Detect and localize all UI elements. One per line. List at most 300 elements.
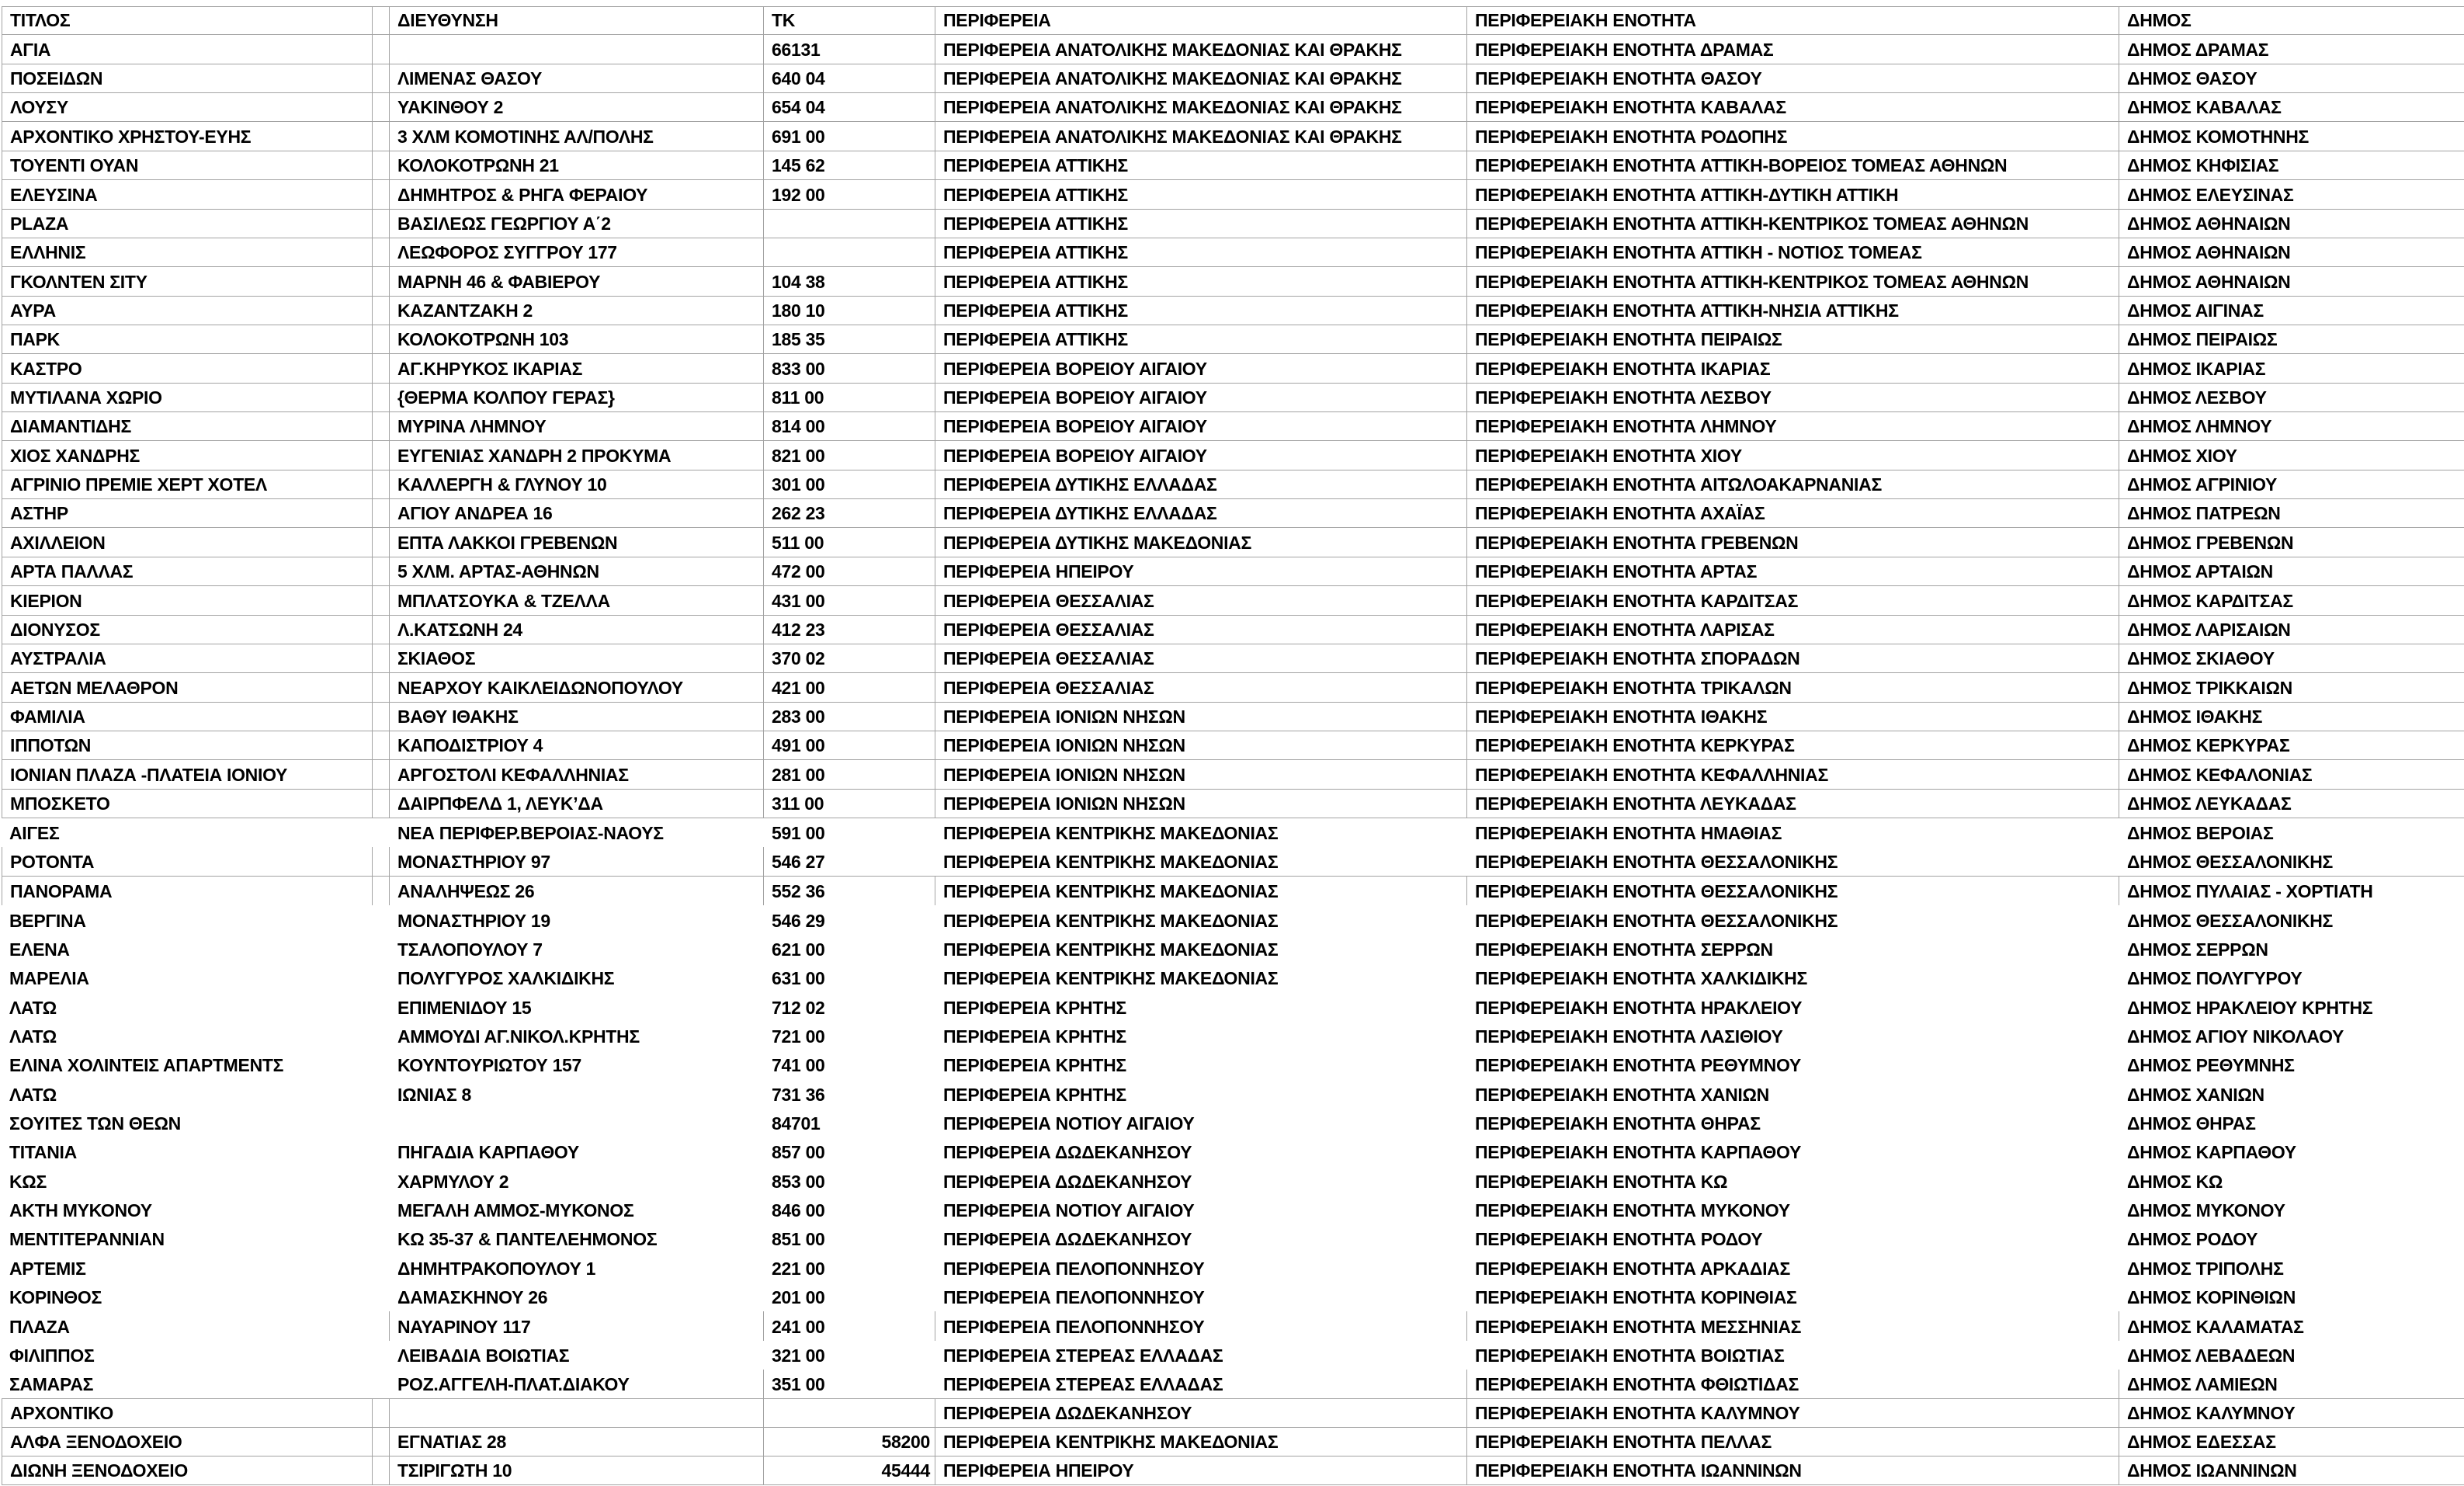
cell-title[interactable]: ΑΕΤΩΝ ΜΕΛΑΘΡΟΝ xyxy=(2,673,373,702)
cell-postal-code[interactable]: 811 00 xyxy=(764,384,935,412)
spacer-cell[interactable] xyxy=(373,6,390,35)
cell-regional-unit[interactable]: ΠΕΡΙΦΕΡΕΙΑΚΗ ΕΝΟΤΗΤΑ ΙΩΑΝΝΙΝΩΝ xyxy=(1467,1456,2119,1485)
cell-region[interactable]: ΠΕΡΙΦΕΡΕΙΑ ΚΕΝΤΡΙΚΗΣ ΜΑΚΕΔΟΝΙΑΣ xyxy=(943,910,1279,931)
cell-regional-unit[interactable]: ΠΕΡΙΦΕΡΕΙΑΚΗ ΕΝΟΤΗΤΑ ΡΟΔΟΥ xyxy=(1475,1229,1763,1250)
cell-region[interactable]: ΠΕΡΙΦΕΡΕΙΑ ΑΤΤΙΚΗΣ xyxy=(935,180,1467,209)
cell-title[interactable]: ΔΙΟΝΥΣΟΣ xyxy=(2,616,373,644)
cell-address[interactable]: ΕΠΙΜΕΝΙΔΟΥ 15 xyxy=(397,997,532,1018)
cell-regional-unit[interactable]: ΠΕΡΙΦΕΡΕΙΑΚΗ ΕΝΟΤΗΤΑ ΚΑΛΥΜΝΟΥ xyxy=(1467,1398,2119,1427)
cell-municipality[interactable]: ΔΗΜΟΣ ΚΑΡΠΑΘΟΥ xyxy=(2127,1142,2296,1163)
cell-title[interactable]: ΠΛΑΖΑ xyxy=(9,1316,70,1337)
cell-municipality[interactable]: ΔΗΜΟΣ ΗΡΑΚΛΕΙΟΥ ΚΡΗΤΗΣ xyxy=(2127,997,2373,1018)
cell-municipality[interactable]: ΔΗΜΟΣ ΑΡΤΑΙΩΝ xyxy=(2119,557,2464,586)
cell-regional-unit[interactable]: ΠΕΡΙΦΕΡΕΙΑΚΗ ΕΝΟΤΗΤΑ ΑΤΤΙΚΗ-ΚΕΝΤΡΙΚΟΣ ΤΟΜΕΑΣ ΑΘΗΝΩΝ xyxy=(1467,267,2119,296)
cell-regional-unit[interactable]: ΠΕΡΙΦΕΡΕΙΑΚΗ ΕΝΟΤΗΤΑ ΡΟΔΟΠΗΣ xyxy=(1467,122,2119,151)
cell-address[interactable]: ΑΝΑΛΗΨΕΩΣ 26 xyxy=(390,877,764,905)
cell-postal-code[interactable]: 281 00 xyxy=(764,760,935,789)
cell-regional-unit[interactable]: ΠΕΡΙΦΕΡΕΙΑΚΗ ΕΝΟΤΗΤΑ ΑΙΤΩΛΟΑΚΑΡΝΑΝΙΑΣ xyxy=(1467,470,2119,499)
cell-municipality[interactable]: ΔΗΜΟΣ ΚΑΛΥΜΝΟΥ xyxy=(2119,1398,2464,1427)
cell-region[interactable]: ΠΕΡΙΦΕΡΕΙΑ ΔΥΤΙΚΗΣ ΕΛΛΑΔΑΣ xyxy=(935,499,1467,528)
cell-regional-unit[interactable]: ΠΕΡΙΦΕΡΕΙΑΚΗ ΕΝΟΤΗΤΑ ΜΥΚΟΝΟΥ xyxy=(1475,1200,1790,1221)
cell-address[interactable]: ΛΙΜΕΝΑΣ ΘΑΣΟΥ xyxy=(390,64,764,93)
cell-postal-code[interactable]: 192 00 xyxy=(764,180,935,209)
col-header-regional-unit[interactable]: ΠΕΡΙΦΕΡΕΙΑΚΗ ΕΝΟΤΗΤΑ xyxy=(1467,6,2119,35)
cell-address[interactable]: ΚΩ 35-37 & ΠΑΝΤΕΛΕΗΜΟΝΟΣ xyxy=(397,1229,658,1250)
cell-regional-unit[interactable]: ΠΕΡΙΦΕΡΕΙΑΚΗ ΕΝΟΤΗΤΑ ΑΤΤΙΚΗ-ΚΕΝΤΡΙΚΟΣ ΤΟΜΕΑΣ ΑΘΗΝΩΝ xyxy=(1467,210,2119,238)
cell-postal-code[interactable]: 552 36 xyxy=(764,877,935,905)
cell-municipality[interactable]: ΔΗΜΟΣ ΠΑΤΡΕΩΝ xyxy=(2119,499,2464,528)
cell-title[interactable]: ΛΑΤΩ xyxy=(9,1026,57,1047)
cell-municipality[interactable]: ΔΗΜΟΣ ΛΑΜΙΕΩΝ xyxy=(2127,1374,2278,1395)
cell-region[interactable]: ΠΕΡΙΦΕΡΕΙΑ ΘΕΣΣΑΛΙΑΣ xyxy=(935,644,1467,673)
cell-regional-unit[interactable]: ΠΕΡΙΦΕΡΕΙΑΚΗ ΕΝΟΤΗΤΑ ΑΤΤΙΚΗ - ΝΟΤΙΟΣ ΤΟΜΕΑΣ xyxy=(1467,238,2119,267)
cell-regional-unit[interactable]: ΠΕΡΙΦΕΡΕΙΑΚΗ ΕΝΟΤΗΤΑ ΙΘΑΚΗΣ xyxy=(1467,703,2119,731)
cell-address[interactable]: ΜΑΡΝΗ 46 & ΦΑΒΙΕΡΟΥ xyxy=(390,267,764,296)
cell-title[interactable]: ΑΥΣΤΡΑΛΙΑ xyxy=(2,644,373,673)
cell-postal-code[interactable] xyxy=(764,210,935,238)
cell-postal-code[interactable]: 301 00 xyxy=(764,470,935,499)
cell-regional-unit[interactable]: ΠΕΡΙΦΕΡΕΙΑΚΗ ΕΝΟΤΗΤΑ ΛΗΜΝΟΥ xyxy=(1467,412,2119,441)
spacer-cell[interactable] xyxy=(373,1398,390,1427)
cell-title[interactable]: ΦΙΛΙΠΠΟΣ xyxy=(9,1345,95,1366)
spacer-cell[interactable] xyxy=(373,354,390,383)
cell-title[interactable]: ΑΡΧΟΝΤΙΚΟ ΧΡΗΣΤΟΥ-ΕΥΗΣ xyxy=(2,122,373,151)
cell-postal-code[interactable]: 853 00 xyxy=(772,1171,825,1192)
cell-title[interactable]: ΠΑΡΚ xyxy=(2,325,373,354)
cell-regional-unit[interactable]: ΠΕΡΙΦΕΡΕΙΑΚΗ ΕΝΟΤΗΤΑ ΠΕΛΛΑΣ xyxy=(1467,1428,2119,1456)
spacer-cell[interactable] xyxy=(373,1196,390,1224)
cell-title[interactable]: ΑΧΙΛΛΕΙΟΝ xyxy=(2,528,373,557)
cell-region[interactable]: ΠΕΡΙΦΕΡΕΙΑ ΔΥΤΙΚΗΣ ΜΑΚΕΔΟΝΙΑΣ xyxy=(935,528,1467,557)
cell-region[interactable]: ΠΕΡΙΦΕΡΕΙΑ ΚΕΝΤΡΙΚΗΣ ΜΑΚΕΔΟΝΙΑΣ xyxy=(943,968,1279,989)
cell-municipality[interactable]: ΔΗΜΟΣ ΔΡΑΜΑΣ xyxy=(2119,35,2464,64)
cell-postal-code[interactable]: 846 00 xyxy=(772,1200,825,1221)
cell-municipality[interactable]: ΔΗΜΟΣ ΣΕΡΡΩΝ xyxy=(2127,939,2268,960)
cell-title[interactable]: ΧΙΟΣ ΧΑΝΔΡΗΣ xyxy=(2,441,373,470)
cell-postal-code[interactable]: 631 00 xyxy=(772,968,825,989)
cell-title[interactable]: ΛΑΤΩ xyxy=(9,997,57,1018)
spacer-cell[interactable] xyxy=(373,963,390,992)
cell-postal-code[interactable]: 857 00 xyxy=(772,1142,825,1163)
cell-title[interactable]: ΠΑΝΟΡΑΜΑ xyxy=(2,877,373,905)
cell-regional-unit[interactable]: ΠΕΡΙΦΕΡΕΙΑΚΗ ΕΝΟΤΗΤΑ ΙΚΑΡΙΑΣ xyxy=(1467,354,2119,383)
cell-region[interactable]: ΠΕΡΙΦΕΡΕΙΑ ΑΝΑΤΟΛΙΚΗΣ ΜΑΚΕΔΟΝΙΑΣ ΚΑΙ ΘΡΑΚΗΣ xyxy=(935,64,1467,93)
cell-postal-code[interactable]: 84701 xyxy=(772,1113,821,1134)
cell-title[interactable]: ΣΑΜΑΡΑΣ xyxy=(9,1374,94,1395)
cell-address[interactable]: ΚΟΛΟΚΟΤΡΩΝΗ 103 xyxy=(390,325,764,354)
cell-title[interactable]: ΤΟΥΕΝΤΙ ΟΥΑΝ xyxy=(2,151,373,180)
cell-title[interactable]: ΜΠΟΣΚΕΤΟ xyxy=(2,790,373,818)
cell-title[interactable]: ΙΟΝΙΑΝ ΠΛΑΖΑ -ΠΛΑΤΕΙΑ ΙΟΝΙΟΥ xyxy=(2,760,373,789)
cell-address[interactable]: ΔΑΙΡΠΦΕΛΔ 1, ΛΕΥΚ’ΔΑ xyxy=(390,790,764,818)
spacer-cell[interactable] xyxy=(373,210,390,238)
cell-address[interactable] xyxy=(390,1109,764,1137)
cell-address[interactable]: ΚΑΠΟΔΙΣΤΡΙΟΥ 4 xyxy=(390,731,764,760)
spacer-cell[interactable] xyxy=(373,703,390,731)
cell-regional-unit[interactable]: ΠΕΡΙΦΕΡΕΙΑΚΗ ΕΝΟΤΗΤΑ ΚΕΦΑΛΛΗΝΙΑΣ xyxy=(1467,760,2119,789)
cell-municipality[interactable]: ΔΗΜΟΣ ΠΕΙΡΑΙΩΣ xyxy=(2119,325,2464,354)
cell-municipality[interactable]: ΔΗΜΟΣ ΛΕΣΒΟΥ xyxy=(2119,384,2464,412)
cell-postal-code[interactable]: 721 00 xyxy=(772,1026,825,1047)
cell-title[interactable]: ΡΟΤΟΝΤΑ xyxy=(2,847,373,876)
cell-municipality[interactable]: ΔΗΜΟΣ ΑΙΓΙΝΑΣ xyxy=(2119,297,2464,325)
col-header-postal-code[interactable]: ΤΚ xyxy=(764,6,935,35)
cell-region[interactable]: ΠΕΡΙΦΕΡΕΙΑ ΙΟΝΙΩΝ ΝΗΣΩΝ xyxy=(935,790,1467,818)
cell-postal-code[interactable]: 241 00 xyxy=(764,1311,935,1340)
cell-region[interactable]: ΠΕΡΙΦΕΡΕΙΑ ΝΟΤΙΟΥ ΑΙΓΑΙΟΥ xyxy=(943,1113,1195,1134)
spacer-cell[interactable] xyxy=(373,1311,390,1340)
cell-postal-code[interactable]: 180 10 xyxy=(764,297,935,325)
spacer-cell[interactable] xyxy=(373,673,390,702)
cell-title[interactable]: PLAZA xyxy=(2,210,373,238)
cell-title[interactable]: ΔΙΑΜΑΝΤΙΔΗΣ xyxy=(2,412,373,441)
cell-title[interactable]: ΣΟΥΙΤΕΣ ΤΩΝ ΘΕΩΝ xyxy=(9,1113,181,1134)
cell-regional-unit[interactable]: ΠΕΡΙΦΕΡΕΙΑΚΗ ΕΝΟΤΗΤΑ ΣΕΡΡΩΝ xyxy=(1475,939,1773,960)
spacer-cell[interactable] xyxy=(373,1050,390,1079)
cell-municipality[interactable]: ΔΗΜΟΣ ΛΕΒΑΔΕΩΝ xyxy=(2127,1345,2296,1366)
cell-municipality[interactable]: ΔΗΜΟΣ ΚΑΡΔΙΤΣΑΣ xyxy=(2119,586,2464,615)
spacer-cell[interactable] xyxy=(373,1166,390,1195)
cell-regional-unit[interactable]: ΠΕΡΙΦΕΡΕΙΑΚΗ ΕΝΟΤΗΤΑ ΚΟΡΙΝΘΙΑΣ xyxy=(1475,1287,1797,1308)
cell-region[interactable]: ΠΕΡΙΦΕΡΕΙΑ ΔΩΔΕΚΑΝΗΣΟΥ xyxy=(943,1171,1192,1192)
cell-title[interactable]: ΑΓΙΑ xyxy=(2,35,373,64)
cell-title[interactable]: ΚΑΣΤΡΟ xyxy=(2,354,373,383)
cell-municipality[interactable]: ΔΗΜΟΣ ΘΗΡΑΣ xyxy=(2127,1113,2256,1134)
spacer-cell[interactable] xyxy=(373,790,390,818)
cell-municipality[interactable]: ΔΗΜΟΣ ΚΩ xyxy=(2127,1171,2223,1192)
cell-regional-unit[interactable]: ΠΕΡΙΦΕΡΕΙΑΚΗ ΕΝΟΤΗΤΑ ΚΑΡΠΑΘΟΥ xyxy=(1475,1142,1801,1163)
cell-municipality[interactable]: ΔΗΜΟΣ ΙΩΑΝΝΙΝΩΝ xyxy=(2119,1456,2464,1485)
cell-region[interactable]: ΠΕΡΙΦΕΡΕΙΑ ΚΡΗΤΗΣ xyxy=(943,997,1126,1018)
spacer-cell[interactable] xyxy=(373,935,390,963)
cell-title[interactable]: ΑΙΓΕΣ xyxy=(9,823,60,844)
cell-address[interactable]: ΚΑΛΛΕΡΓΗ & ΓΛΥΝΟΥ 10 xyxy=(390,470,764,499)
cell-region[interactable]: ΠΕΡΙΦΕΡΕΙΑ ΒΟΡΕΙΟΥ ΑΙΓΑΙΟΥ xyxy=(935,384,1467,412)
cell-region[interactable]: ΠΕΡΙΦΕΡΕΙΑ ΚΕΝΤΡΙΚΗΣ ΜΑΚΕΔΟΝΙΑΣ xyxy=(935,1428,1467,1456)
cell-postal-code[interactable]: 66131 xyxy=(764,35,935,64)
cell-regional-unit[interactable]: ΠΕΡΙΦΕΡΕΙΑΚΗ ΕΝΟΤΗΤΑ ΣΠΟΡΑΔΩΝ xyxy=(1467,644,2119,673)
cell-region[interactable]: ΠΕΡΙΦΕΡΕΙΑ ΠΕΛΟΠΟΝΝΗΣΟΥ xyxy=(935,1311,1467,1340)
cell-region[interactable]: ΠΕΡΙΦΕΡΕΙΑ ΑΤΤΙΚΗΣ xyxy=(935,238,1467,267)
cell-postal-code[interactable]: 45444 xyxy=(764,1456,935,1485)
spacer-cell[interactable] xyxy=(373,35,390,64)
cell-title[interactable]: ΕΛΕΝΑ xyxy=(9,939,70,960)
cell-postal-code[interactable]: 185 35 xyxy=(764,325,935,354)
cell-postal-code[interactable]: 821 00 xyxy=(764,441,935,470)
cell-municipality[interactable]: ΔΗΜΟΣ ΘΑΣΟΥ xyxy=(2119,64,2464,93)
spacer-cell[interactable] xyxy=(373,731,390,760)
cell-address[interactable]: 3 ΧΛΜ ΚΟΜΟΤΙΝΗΣ ΑΛ/ΠΟΛΗΣ xyxy=(390,122,764,151)
cell-postal-code[interactable]: 472 00 xyxy=(764,557,935,586)
cell-municipality[interactable]: ΔΗΜΟΣ ΓΡΕΒΕΝΩΝ xyxy=(2119,528,2464,557)
col-header-address[interactable]: ΔΙΕΥΘΥΝΣΗ xyxy=(390,6,764,35)
cell-address[interactable]: ΥΑΚΙΝΘΟΥ 2 xyxy=(390,93,764,122)
cell-municipality[interactable]: ΔΗΜΟΣ ΚΑΒΑΛΑΣ xyxy=(2119,93,2464,122)
cell-regional-unit[interactable]: ΠΕΡΙΦΕΡΕΙΑΚΗ ΕΝΟΤΗΤΑ ΘΕΣΣΑΛΟΝΙΚΗΣ xyxy=(1467,847,2119,876)
cell-address[interactable]: ΤΣΑΛΟΠΟΥΛΟΥ 7 xyxy=(397,939,543,960)
spacer-cell[interactable] xyxy=(373,384,390,412)
spacer-cell[interactable] xyxy=(373,64,390,93)
cell-postal-code[interactable]: 741 00 xyxy=(772,1055,825,1076)
cell-region[interactable]: ΠΕΡΙΦΕΡΕΙΑ ΑΝΑΤΟΛΙΚΗΣ ΜΑΚΕΔΟΝΙΑΣ ΚΑΙ ΘΡΑΚΗΣ xyxy=(935,35,1467,64)
cell-regional-unit[interactable]: ΠΕΡΙΦΕΡΕΙΑΚΗ ΕΝΟΤΗΤΑ ΚΑΒΑΛΑΣ xyxy=(1467,93,2119,122)
cell-postal-code[interactable]: 814 00 xyxy=(764,412,935,441)
spacer-cell[interactable] xyxy=(373,616,390,644)
cell-regional-unit[interactable]: ΠΕΡΙΦΕΡΕΙΑΚΗ ΕΝΟΤΗΤΑ ΧΙΟΥ xyxy=(1467,441,2119,470)
cell-address[interactable]: ΑΓΙΟΥ ΑΝΔΡΕΑ 16 xyxy=(390,499,764,528)
cell-region[interactable]: ΠΕΡΙΦΕΡΕΙΑ ΒΟΡΕΙΟΥ ΑΙΓΑΙΟΥ xyxy=(935,441,1467,470)
cell-address[interactable]: ΒΑΘΥ ΙΘΑΚΗΣ xyxy=(390,703,764,731)
cell-region[interactable]: ΠΕΡΙΦΕΡΕΙΑ ΗΠΕΙΡΟΥ xyxy=(935,1456,1467,1485)
cell-region[interactable]: ΠΕΡΙΦΕΡΕΙΑ ΚΡΗΤΗΣ xyxy=(943,1026,1126,1047)
cell-address[interactable]: ΔΗΜΗΤΡΑΚΟΠΟΥΛΟΥ 1 xyxy=(397,1258,596,1279)
cell-postal-code[interactable]: 851 00 xyxy=(772,1229,825,1250)
cell-regional-unit[interactable]: ΠΕΡΙΦΕΡΕΙΑΚΗ ΕΝΟΤΗΤΑ ΑΡΤΑΣ xyxy=(1467,557,2119,586)
cell-regional-unit[interactable]: ΠΕΡΙΦΕΡΕΙΑΚΗ ΕΝΟΤΗΤΑ ΛΑΣΙΘΙΟΥ xyxy=(1475,1026,1783,1047)
cell-title[interactable]: ΚΙΕΡΙΟΝ xyxy=(2,586,373,615)
cell-region[interactable]: ΠΕΡΙΦΕΡΕΙΑ ΚΡΗΤΗΣ xyxy=(943,1055,1126,1076)
cell-regional-unit[interactable]: ΠΕΡΙΦΕΡΕΙΑΚΗ ΕΝΟΤΗΤΑ ΑΤΤΙΚΗ-ΔΥΤΙΚΗ ΑΤΤΙΚΗ xyxy=(1467,180,2119,209)
cell-address[interactable]: ΑΜΜΟΥΔΙ ΑΓ.ΝΙΚΟΛ.ΚΡΗΤΗΣ xyxy=(397,1026,640,1047)
cell-address[interactable]: 5 ΧΛΜ. ΑΡΤΑΣ-ΑΘΗΝΩΝ xyxy=(390,557,764,586)
cell-region[interactable]: ΠΕΡΙΦΕΡΕΙΑ ΝΟΤΙΟΥ ΑΙΓΑΙΟΥ xyxy=(943,1200,1195,1221)
cell-municipality[interactable]: ΔΗΜΟΣ ΘΕΣΣΑΛΟΝΙΚΗΣ xyxy=(2127,910,2334,931)
cell-postal-code[interactable]: 546 29 xyxy=(772,910,825,931)
cell-region[interactable]: ΠΕΡΙΦΕΡΕΙΑ ΘΕΣΣΑΛΙΑΣ xyxy=(935,616,1467,644)
cell-address[interactable]: ΙΩΝΙΑΣ 8 xyxy=(397,1084,472,1105)
cell-title[interactable]: ΑΛΦΑ ΞΕΝΟΔΟΧΕΙΟ xyxy=(2,1428,373,1456)
cell-address[interactable]: ΕΓΝΑΤΙΑΣ 28 xyxy=(390,1428,764,1456)
cell-address[interactable]: ΕΥΓΕΝΙΑΣ ΧΑΝΔΡΗ 2 ΠΡΟΚΥΜΑ xyxy=(390,441,764,470)
cell-postal-code[interactable]: 591 00 xyxy=(772,823,825,844)
cell-region[interactable]: ΠΕΡΙΦΕΡΕΙΑ ΔΩΔΕΚΑΝΗΣΟΥ xyxy=(943,1229,1192,1250)
cell-region[interactable]: ΠΕΡΙΦΕΡΕΙΑ ΙΟΝΙΩΝ ΝΗΣΩΝ xyxy=(935,760,1467,789)
cell-postal-code[interactable]: 431 00 xyxy=(764,586,935,615)
cell-postal-code[interactable]: 412 23 xyxy=(764,616,935,644)
cell-municipality[interactable]: ΔΗΜΟΣ ΡΕΘΥΜΝΗΣ xyxy=(2127,1055,2295,1076)
cell-regional-unit[interactable]: ΠΕΡΙΦΕΡΕΙΑΚΗ ΕΝΟΤΗΤΑ ΑΡΚΑΔΙΑΣ xyxy=(1475,1258,1790,1279)
col-header-title[interactable]: ΤΙΤΛΟΣ xyxy=(2,6,373,35)
cell-regional-unit[interactable]: ΠΕΡΙΦΕΡΕΙΑΚΗ ΕΝΟΤΗΤΑ ΘΕΣΣΑΛΟΝΙΚΗΣ xyxy=(1475,910,1838,931)
cell-region[interactable]: ΠΕΡΙΦΕΡΕΙΑ ΔΩΔΕΚΑΝΗΣΟΥ xyxy=(943,1142,1192,1163)
spacer-cell[interactable] xyxy=(373,122,390,151)
spacer-cell[interactable] xyxy=(373,644,390,673)
cell-address[interactable]: ΜΟΝΑΣΤΗΡΙΟΥ 97 xyxy=(390,847,764,876)
cell-address[interactable]: ΛΕΩΦΟΡΟΣ ΣΥΓΓΡΟΥ 177 xyxy=(390,238,764,267)
spacer-cell[interactable] xyxy=(373,1341,390,1370)
cell-title[interactable]: ΑΥΡΑ xyxy=(2,297,373,325)
spacer-cell[interactable] xyxy=(373,499,390,528)
cell-municipality[interactable]: ΔΗΜΟΣ ΧΙΟΥ xyxy=(2119,441,2464,470)
cell-municipality[interactable]: ΔΗΜΟΣ ΑΓΡΙΝΙΟΥ xyxy=(2119,470,2464,499)
cell-title[interactable]: ΑΡΤΕΜΙΣ xyxy=(9,1258,86,1279)
cell-municipality[interactable]: ΔΗΜΟΣ ΛΑΡΙΣΑΙΩΝ xyxy=(2119,616,2464,644)
cell-municipality[interactable]: ΔΗΜΟΣ ΙΘΑΚΗΣ xyxy=(2119,703,2464,731)
cell-regional-unit[interactable]: ΠΕΡΙΦΕΡΕΙΑΚΗ ΕΝΟΤΗΤΑ ΒΟΙΩΤΙΑΣ xyxy=(1475,1345,1785,1366)
cell-region[interactable]: ΠΕΡΙΦΕΡΕΙΑ ΙΟΝΙΩΝ ΝΗΣΩΝ xyxy=(935,731,1467,760)
cell-title[interactable]: ΜΕΝΤΙΤΕΡΑΝΝΙΑΝ xyxy=(9,1229,165,1250)
cell-regional-unit[interactable]: ΠΕΡΙΦΕΡΕΙΑΚΗ ΕΝΟΤΗΤΑ ΦΘΙΩΤΙΔΑΣ xyxy=(1467,1370,2119,1398)
cell-regional-unit[interactable]: ΠΕΡΙΦΕΡΕΙΑΚΗ ΕΝΟΤΗΤΑ ΛΑΡΙΣΑΣ xyxy=(1467,616,2119,644)
spacer-cell[interactable] xyxy=(373,1370,390,1398)
cell-title[interactable]: ΚΩΣ xyxy=(9,1171,47,1192)
cell-postal-code[interactable]: 321 00 xyxy=(772,1345,825,1366)
spacer-cell[interactable] xyxy=(373,847,390,876)
cell-municipality[interactable]: ΔΗΜΟΣ ΤΡΙΚΚΑΙΩΝ xyxy=(2119,673,2464,702)
cell-municipality[interactable]: ΔΗΜΟΣ ΑΘΗΝΑΙΩΝ xyxy=(2119,210,2464,238)
cell-postal-code[interactable]: 491 00 xyxy=(764,731,935,760)
cell-municipality[interactable]: ΔΗΜΟΣ ΑΘΗΝΑΙΩΝ xyxy=(2119,238,2464,267)
cell-regional-unit[interactable]: ΠΕΡΙΦΕΡΕΙΑΚΗ ΕΝΟΤΗΤΑ ΧΑΝΙΩΝ xyxy=(1475,1084,1769,1105)
cell-title[interactable]: ΛΟΥΣΥ xyxy=(2,93,373,122)
cell-regional-unit[interactable]: ΠΕΡΙΦΕΡΕΙΑΚΗ ΕΝΟΤΗΤΑ ΔΡΑΜΑΣ xyxy=(1467,35,2119,64)
cell-region[interactable]: ΠΕΡΙΦΕΡΕΙΑ ΘΕΣΣΑΛΙΑΣ xyxy=(935,673,1467,702)
spacer-cell[interactable] xyxy=(373,1022,390,1050)
cell-postal-code[interactable] xyxy=(764,238,935,267)
cell-postal-code[interactable]: 654 04 xyxy=(764,93,935,122)
cell-municipality[interactable]: ΔΗΜΟΣ ΛΗΜΝΟΥ xyxy=(2119,412,2464,441)
spacer-cell[interactable] xyxy=(373,1109,390,1137)
cell-region[interactable]: ΠΕΡΙΦΕΡΕΙΑ ΣΤΕΡΕΑΣ ΕΛΛΑΔΑΣ xyxy=(935,1370,1467,1398)
cell-address[interactable]: {ΘΕΡΜΑ ΚΟΛΠΟΥ ΓΕΡΑΣ} xyxy=(390,384,764,412)
cell-regional-unit[interactable]: ΠΕΡΙΦΕΡΕΙΑΚΗ ΕΝΟΤΗΤΑ ΚΑΡΔΙΤΣΑΣ xyxy=(1467,586,2119,615)
cell-regional-unit[interactable]: ΠΕΡΙΦΕΡΕΙΑΚΗ ΕΝΟΤΗΤΑ ΧΑΛΚΙΔΙΚΗΣ xyxy=(1475,968,1807,989)
cell-municipality[interactable]: ΔΗΜΟΣ ΕΛΕΥΣΙΝΑΣ xyxy=(2119,180,2464,209)
cell-address[interactable] xyxy=(390,35,764,64)
spacer-cell[interactable] xyxy=(373,238,390,267)
cell-region[interactable]: ΠΕΡΙΦΕΡΕΙΑ ΑΤΤΙΚΗΣ xyxy=(935,267,1467,296)
cell-address[interactable]: ΛΕΙΒΑΔΙΑ ΒΟΙΩΤΙΑΣ xyxy=(397,1345,570,1366)
spacer-cell[interactable] xyxy=(373,1253,390,1282)
spacer-cell[interactable] xyxy=(373,325,390,354)
cell-title[interactable]: ΔΙΩΝΗ ΞΕΝΟΔΟΧΕΙΟ xyxy=(2,1456,373,1485)
cell-municipality[interactable]: ΔΗΜΟΣ ΚΑΛΑΜΑΤΑΣ xyxy=(2127,1316,2304,1337)
cell-address[interactable]: ΔΗΜΗΤΡΟΣ & ΡΗΓΑ ΦΕΡΑΙΟΥ xyxy=(390,180,764,209)
cell-regional-unit[interactable]: ΠΕΡΙΦΕΡΕΙΑΚΗ ΕΝΟΤΗΤΑ ΑΤΤΙΚΗ-ΒΟΡΕΙΟΣ ΤΟΜΕΑΣ ΑΘΗΝΩΝ xyxy=(1467,151,2119,180)
cell-postal-code[interactable]: 58200 xyxy=(764,1428,935,1456)
cell-postal-code[interactable]: 262 23 xyxy=(764,499,935,528)
cell-address[interactable]: ΡΟΖ.ΑΓΓΕΛΗ-ΠΛΑΤ.ΔΙΑΚΟΥ xyxy=(390,1370,764,1398)
cell-regional-unit[interactable]: ΠΕΡΙΦΕΡΕΙΑΚΗ ΕΝΟΤΗΤΑ ΘΕΣΣΑΛΟΝΙΚΗΣ xyxy=(1467,877,2119,905)
spacer-cell[interactable] xyxy=(373,557,390,586)
cell-region[interactable]: ΠΕΡΙΦΕΡΕΙΑ ΑΤΤΙΚΗΣ xyxy=(935,297,1467,325)
cell-region[interactable]: ΠΕΡΙΦΕΡΕΙΑ ΗΠΕΙΡΟΥ xyxy=(935,557,1467,586)
cell-region[interactable]: ΠΕΡΙΦΕΡΕΙΑ ΚΕΝΤΡΙΚΗΣ ΜΑΚΕΔΟΝΙΑΣ xyxy=(943,823,1279,844)
spacer-cell[interactable] xyxy=(373,470,390,499)
cell-address[interactable]: ΜΥΡΙΝΑ ΛΗΜΝΟΥ xyxy=(390,412,764,441)
col-header-municipality[interactable]: ΔΗΜΟΣ xyxy=(2119,6,2464,35)
cell-regional-unit[interactable]: ΠΕΡΙΦΕΡΕΙΑΚΗ ΕΝΟΤΗΤΑ ΘΗΡΑΣ xyxy=(1475,1113,1761,1134)
cell-municipality[interactable]: ΔΗΜΟΣ ΜΥΚΟΝΟΥ xyxy=(2127,1200,2285,1221)
cell-postal-code[interactable] xyxy=(764,1398,935,1427)
cell-region[interactable]: ΠΕΡΙΦΕΡΕΙΑ ΠΕΛΟΠΟΝΝΗΣΟΥ xyxy=(943,1258,1205,1279)
cell-title[interactable]: ΑΣΤΗΡ xyxy=(2,499,373,528)
cell-title[interactable]: ΑΡΤΑ ΠΑΛΛΑΣ xyxy=(2,557,373,586)
cell-address[interactable]: ΑΡΓΟΣΤΟΛΙ ΚΕΦΑΛΛΗΝΙΑΣ xyxy=(390,760,764,789)
cell-municipality[interactable]: ΔΗΜΟΣ ΧΑΝΙΩΝ xyxy=(2127,1084,2264,1105)
cell-regional-unit[interactable]: ΠΕΡΙΦΕΡΕΙΑΚΗ ΕΝΟΤΗΤΑ ΗΜΑΘΙΑΣ xyxy=(1475,823,1782,844)
cell-postal-code[interactable]: 833 00 xyxy=(764,354,935,383)
cell-municipality[interactable]: ΔΗΜΟΣ ΑΘΗΝΑΙΩΝ xyxy=(2119,267,2464,296)
cell-regional-unit[interactable]: ΠΕΡΙΦΕΡΕΙΑΚΗ ΕΝΟΤΗΤΑ ΓΡΕΒΕΝΩΝ xyxy=(1467,528,2119,557)
cell-postal-code[interactable]: 621 00 xyxy=(772,939,825,960)
spacer-cell[interactable] xyxy=(373,441,390,470)
cell-municipality[interactable]: ΔΗΜΟΣ ΙΚΑΡΙΑΣ xyxy=(2119,354,2464,383)
cell-title[interactable]: ΙΠΠΟΤΩΝ xyxy=(2,731,373,760)
cell-address[interactable]: ΕΠΤΑ ΛΑΚΚΟΙ ΓΡΕΒΕΝΩΝ xyxy=(390,528,764,557)
cell-municipality[interactable]: ΔΗΜΟΣ ΛΕΥΚΑΔΑΣ xyxy=(2119,790,2464,818)
spacer-cell[interactable] xyxy=(373,297,390,325)
cell-address[interactable]: ΜΟΝΑΣΤΗΡΙΟΥ 19 xyxy=(397,910,550,931)
spacer-cell[interactable] xyxy=(373,528,390,557)
spacer-cell[interactable] xyxy=(373,93,390,122)
spacer-cell[interactable] xyxy=(373,1079,390,1108)
cell-postal-code[interactable]: 511 00 xyxy=(764,528,935,557)
cell-address[interactable]: Λ.ΚΑΤΣΩΝΗ 24 xyxy=(390,616,764,644)
cell-municipality[interactable]: ΔΗΜΟΣ ΚΕΡΚΥΡΑΣ xyxy=(2119,731,2464,760)
cell-address[interactable]: ΧΑΡΜΥΛΟΥ 2 xyxy=(397,1171,509,1192)
spacer-cell[interactable] xyxy=(373,1283,390,1311)
cell-postal-code[interactable]: 691 00 xyxy=(764,122,935,151)
cell-municipality[interactable]: ΔΗΜΟΣ ΤΡΙΠΟΛΗΣ xyxy=(2127,1258,2284,1279)
cell-municipality[interactable]: ΔΗΜΟΣ ΑΓΙΟΥ ΝΙΚΟΛΑΟΥ xyxy=(2127,1026,2344,1047)
spacer-cell[interactable] xyxy=(373,760,390,789)
cell-postal-code[interactable]: 640 04 xyxy=(764,64,935,93)
spacer-cell[interactable] xyxy=(373,818,390,847)
cell-address[interactable]: ΠΟΛΥΓΥΡΟΣ ΧΑΛΚΙΔΙΚΗΣ xyxy=(397,968,615,989)
cell-postal-code[interactable]: 221 00 xyxy=(772,1258,825,1279)
spacer-cell[interactable] xyxy=(373,412,390,441)
cell-postal-code[interactable]: 145 62 xyxy=(764,151,935,180)
cell-municipality[interactable]: ΔΗΜΟΣ ΕΔΕΣΣΑΣ xyxy=(2119,1428,2464,1456)
cell-address[interactable]: ΜΕΓΑΛΗ ΑΜΜΟΣ-ΜΥΚΟΝΟΣ xyxy=(397,1200,634,1221)
cell-region[interactable]: ΠΕΡΙΦΕΡΕΙΑ ΑΤΤΙΚΗΣ xyxy=(935,325,1467,354)
spacer-cell[interactable] xyxy=(373,1137,390,1166)
cell-regional-unit[interactable]: ΠΕΡΙΦΕΡΕΙΑΚΗ ΕΝΟΤΗΤΑ ΚΩ xyxy=(1475,1171,1728,1192)
cell-regional-unit[interactable]: ΠΕΡΙΦΕΡΕΙΑΚΗ ΕΝΟΤΗΤΑ ΜΕΣΣΗΝΙΑΣ xyxy=(1467,1311,2119,1340)
cell-region[interactable]: ΠΕΡΙΦΕΡΕΙΑ ΚΕΝΤΡΙΚΗΣ ΜΑΚΕΔΟΝΙΑΣ xyxy=(935,877,1467,905)
cell-address[interactable]: ΝΕΑΡΧΟΥ ΚΑΙΚΛΕΙΔΩΝΟΠΟΥΛΟΥ xyxy=(390,673,764,702)
cell-region[interactable]: ΠΕΡΙΦΕΡΕΙΑ ΚΕΝΤΡΙΚΗΣ ΜΑΚΕΔΟΝΙΑΣ xyxy=(943,939,1279,960)
cell-region[interactable]: ΠΕΡΙΦΕΡΕΙΑ ΚΡΗΤΗΣ xyxy=(943,1084,1126,1105)
spacer-cell[interactable] xyxy=(373,905,390,934)
cell-region[interactable]: ΠΕΡΙΦΕΡΕΙΑ ΚΕΝΤΡΙΚΗΣ ΜΑΚΕΔΟΝΙΑΣ xyxy=(935,847,1467,876)
cell-regional-unit[interactable]: ΠΕΡΙΦΕΡΕΙΑΚΗ ΕΝΟΤΗΤΑ ΤΡΙΚΑΛΩΝ xyxy=(1467,673,2119,702)
cell-title[interactable]: ΕΛΛΗΝΙΣ xyxy=(2,238,373,267)
cell-title[interactable]: ΜΑΡΕΛΙΑ xyxy=(9,968,89,989)
cell-address[interactable]: ΚΟΛΟΚΟΤΡΩΝΗ 21 xyxy=(390,151,764,180)
cell-postal-code[interactable]: 351 00 xyxy=(772,1374,825,1395)
cell-address[interactable]: ΔΑΜΑΣΚΗΝΟΥ 26 xyxy=(397,1287,548,1308)
cell-region[interactable]: ΠΕΡΙΦΕΡΕΙΑ ΔΥΤΙΚΗΣ ΕΛΛΑΔΑΣ xyxy=(935,470,1467,499)
cell-postal-code[interactable]: 546 27 xyxy=(764,847,935,876)
cell-address[interactable]: ΣΚΙΑΘΟΣ xyxy=(390,644,764,673)
cell-municipality[interactable]: ΔΗΜΟΣ ΚΟΡΙΝΘΙΩΝ xyxy=(2127,1287,2296,1308)
cell-address[interactable]: ΠΗΓΑΔΙΑ ΚΑΡΠΑΘΟΥ xyxy=(397,1142,579,1163)
cell-regional-unit[interactable]: ΠΕΡΙΦΕΡΕΙΑΚΗ ΕΝΟΤΗΤΑ ΘΑΣΟΥ xyxy=(1467,64,2119,93)
cell-postal-code[interactable]: 201 00 xyxy=(772,1287,825,1308)
cell-postal-code[interactable]: 104 38 xyxy=(764,267,935,296)
cell-address[interactable] xyxy=(390,1398,764,1427)
cell-title[interactable]: ΜΥΤΙΛΑΝΑ ΧΩΡΙΟ xyxy=(2,384,373,412)
cell-region[interactable]: ΠΕΡΙΦΕΡΕΙΑ ΠΕΛΟΠΟΝΝΗΣΟΥ xyxy=(943,1287,1205,1308)
col-header-region[interactable]: ΠΕΡΙΦΕΡΕΙΑ xyxy=(935,6,1467,35)
cell-region[interactable]: ΠΕΡΙΦΕΡΕΙΑ ΒΟΡΕΙΟΥ ΑΙΓΑΙΟΥ xyxy=(935,412,1467,441)
cell-regional-unit[interactable]: ΠΕΡΙΦΕΡΕΙΑΚΗ ΕΝΟΤΗΤΑ ΡΕΘΥΜΝΟΥ xyxy=(1475,1055,1801,1076)
cell-region[interactable]: ΠΕΡΙΦΕΡΕΙΑ ΑΤΤΙΚΗΣ xyxy=(935,210,1467,238)
spacer-cell[interactable] xyxy=(373,586,390,615)
cell-title[interactable]: ΦΑΜΙΛΙΑ xyxy=(2,703,373,731)
